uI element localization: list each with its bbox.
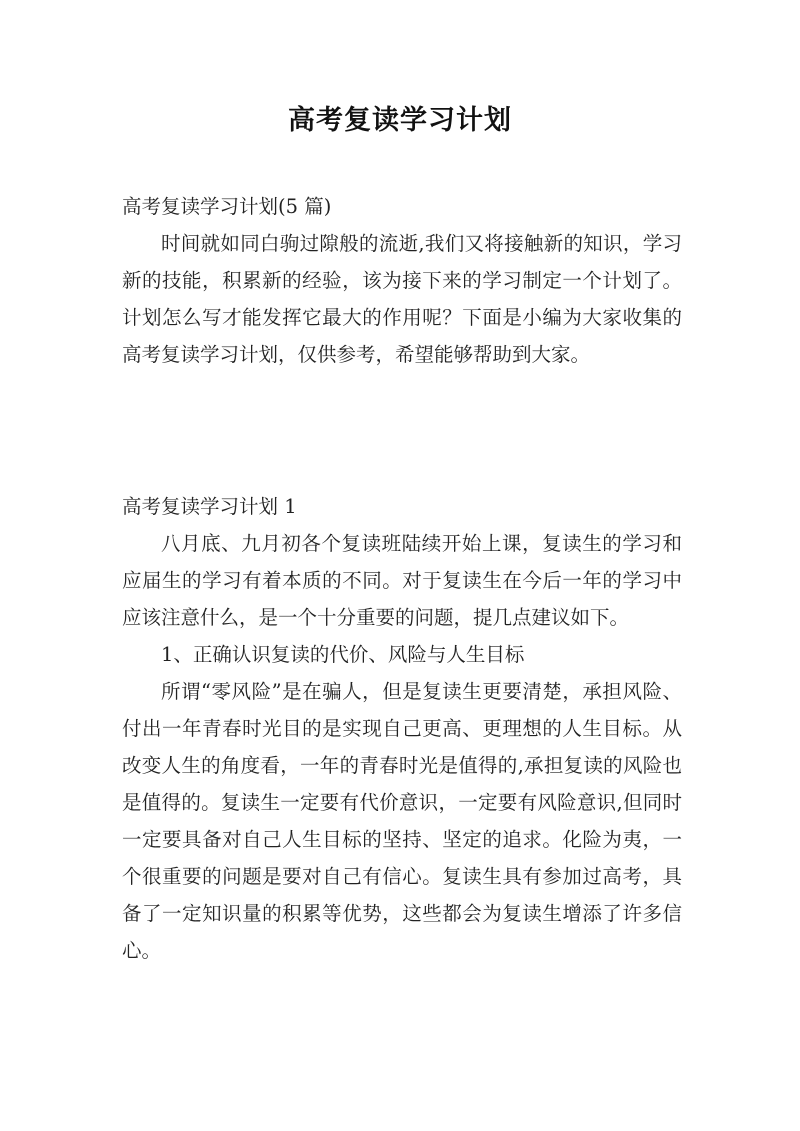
section-1-paragraph-1: 八月底、九月初各个复读班陆续开始上课，复读生的学习和应届生的学习有着本质的不同。对于复读生在今后一年的学习中应该注意什么，是一个十分重要的问题，提几点建议如下。 [122,532,682,629]
intro-heading: 高考复读学习计划(5 篇) [122,195,332,218]
section-1-point-1: 1、正确认识复读的代价、风险与人生目标 [161,643,525,666]
intro-paragraph: 时间就如同白驹过隙般的流逝,我们又将接触新的知识，学习新的技能，积累新的经验，该为接下来的学习制定一个计划了。计划怎么写才能发挥它最大的作用呢？下面是小编为大家收集的高考复读学习计划，仅供参考，希望能够帮助到大家。 [122,232,682,366]
section-1-block [122,488,682,969]
document-title: 高考复读学习计划 [288,105,512,136]
intro-block [122,188,682,373]
section-1-paragraph-2: 所谓“零风险”是在骗人，但是复读生更要清楚，承担风险、付出一年青春时光目的是实现自己更高、更理想的人生目标。从改变人生的角度看，一年的青春时光是值得的,承担复读的风险也是值得的。复读生一定要有代价意识，一定要有风险意识,但同时一定要具备对自己人生目标的坚持、坚定的追求。化险为夷，一个很重要的问题是要对自己有信心。复读生具有参加过高考，具备了一定知识量的积累等优势，这些都会为复读生增添了许多信心。 [122,680,682,962]
section-1-heading: 高考复读学习计划 1 [122,495,297,518]
